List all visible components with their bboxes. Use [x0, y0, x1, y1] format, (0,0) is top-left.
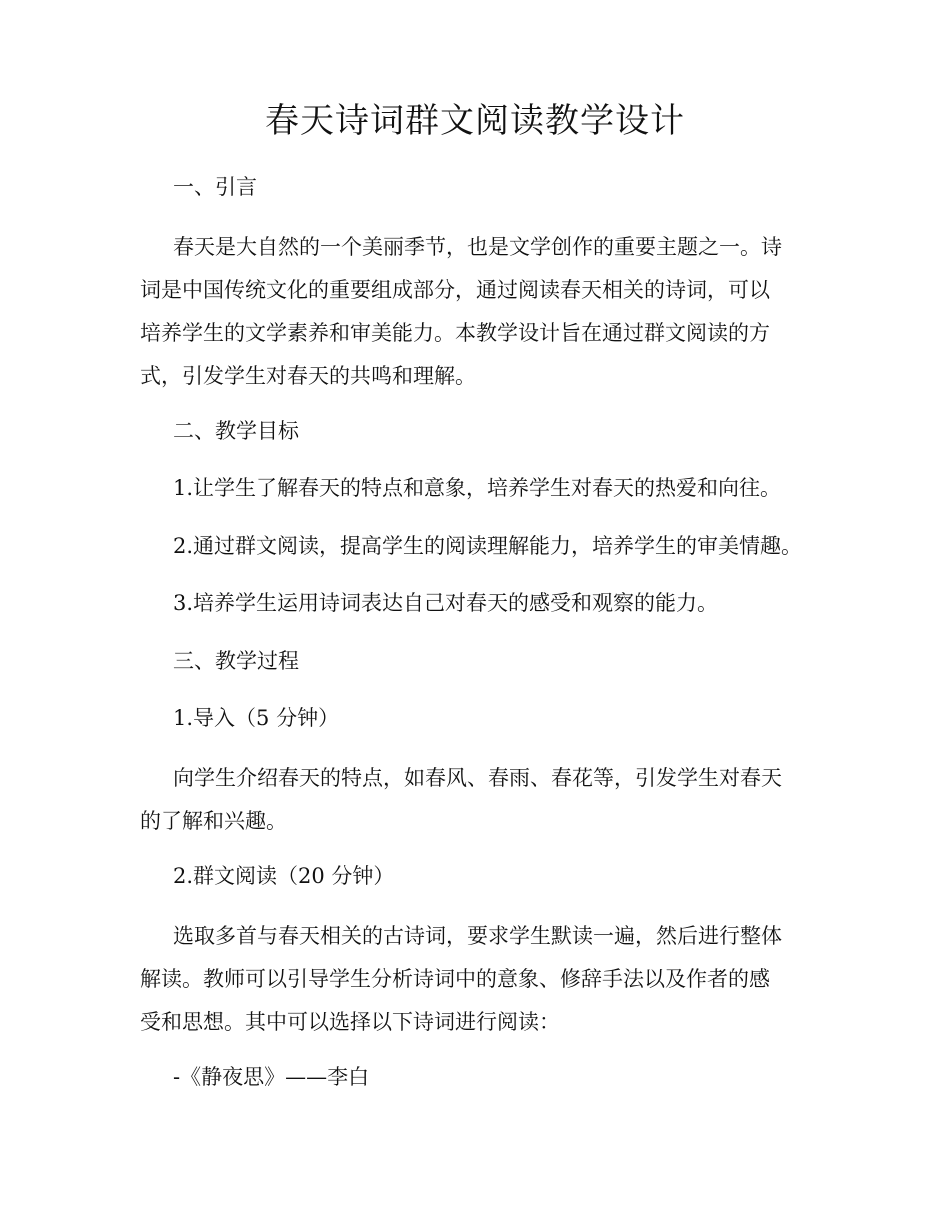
goal-text: 1.让学生了解春天的特点和意象，培养学生对春天的热爱和向往。	[173, 476, 782, 500]
paragraph-line: 式，引发学生对春天的共鸣和理解。	[140, 364, 476, 388]
goal-text: 3.培养学生运用诗词表达自己对春天的感受和观察的能力。	[173, 591, 719, 615]
paragraph-line: 向学生介绍春天的特点，如春风、春雨、春花等，引发学生对春天	[173, 766, 782, 790]
step-1-paragraph	[140, 757, 830, 843]
step-1-heading	[140, 697, 830, 740]
poem-item-text: -《静夜思》——李白	[173, 1065, 370, 1089]
paragraph-line: 培养学生的文学素养和审美能力。本教学设计旨在通过群文阅读的方	[140, 321, 770, 345]
intro-paragraph	[140, 226, 830, 398]
section-heading-goals	[140, 410, 830, 453]
step-heading-text: 1.导入（5 分钟）	[173, 706, 340, 730]
step-heading-text: 2.群文阅读（20 分钟）	[173, 864, 395, 888]
paragraph-line: 春天是大自然的一个美丽季节，也是文学创作的重要主题之一。诗	[173, 235, 782, 259]
paragraph-line: 词是中国传统文化的重要组成部分，通过阅读春天相关的诗词，可以	[140, 278, 770, 302]
goal-item-3	[140, 582, 830, 625]
goal-item-1	[140, 467, 830, 510]
step-2-heading	[140, 855, 830, 898]
paragraph-line: 受和思想。其中可以选择以下诗词进行阅读：	[140, 1010, 560, 1034]
paragraph-line: 解读。教师可以引导学生分析诗词中的意象、修辞手法以及作者的感	[140, 967, 770, 991]
heading-text: 二、教学目标	[173, 419, 299, 443]
step-2-paragraph	[140, 915, 830, 1044]
heading-text: 三、教学过程	[173, 649, 299, 673]
goal-text: 2.通过群文阅读，提高学生的阅读理解能力，培养学生的审美情趣。	[173, 534, 803, 558]
goal-item-2	[140, 525, 830, 568]
section-heading-intro	[140, 166, 830, 209]
paragraph-line: 选取多首与春天相关的古诗词，要求学生默读一遍，然后进行整体	[173, 924, 782, 948]
heading-text: 一、引言	[173, 175, 257, 199]
poem-list-item	[140, 1056, 830, 1099]
section-heading-process	[140, 640, 830, 683]
paragraph-line: 的了解和兴趣。	[140, 809, 287, 833]
document-title: 春天诗词群文阅读教学设计	[265, 101, 685, 141]
